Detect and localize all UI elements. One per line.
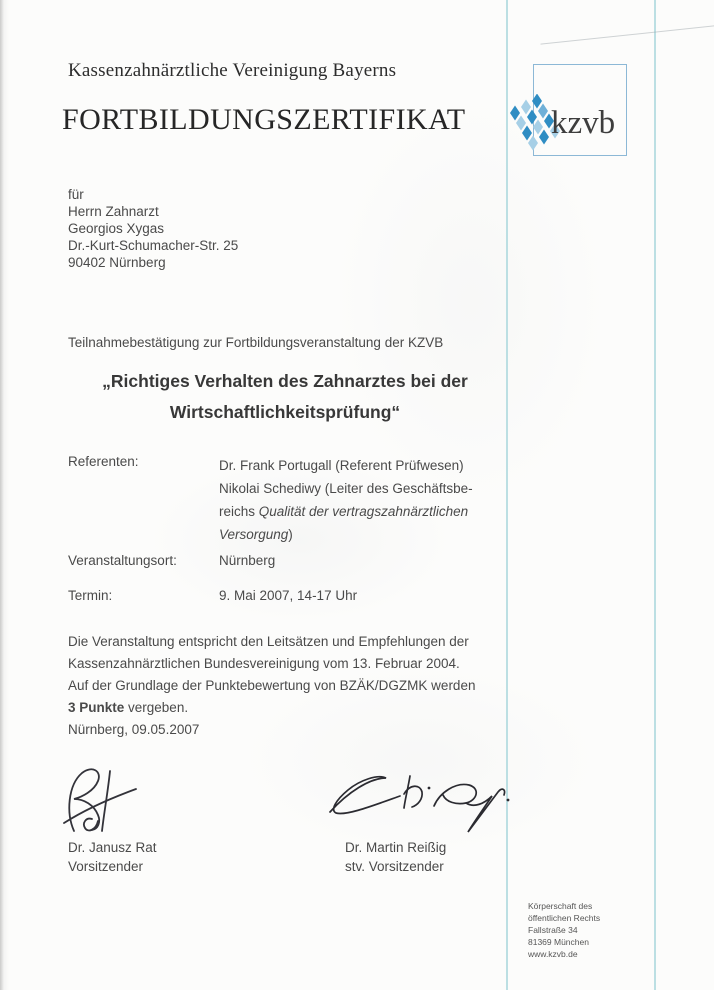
course-title [65,371,505,423]
place-date-line: Nürnberg, 09.05.2007 [68,722,200,737]
footer-line: Fallstraße 34 [528,925,578,935]
termin-value: 9. Mai 2007, 14-17 Uhr [219,588,358,603]
points-value: 3 Punkte [68,700,125,715]
referenten-value [219,454,473,546]
statement-line: Auf der Grundlage der Punktebewertung von BZÄK/DGZMK werden [68,678,476,693]
recipient-line: für [68,187,84,202]
kzvb-logo-text: kzvb [551,105,616,141]
course-title-line1: „Richtiges Verhalten des Zahnarztes bei der [102,371,468,391]
referent-line [219,500,473,523]
signer-left-title: Vorsitzender [68,859,144,874]
referent-line: Dr. Frank Portugall (Referent Prüfwesen) [219,458,464,473]
footer-line: Körperschaft des [528,901,593,911]
vertical-accent-line-right [654,0,656,990]
referenten-label: Referenten: [68,454,139,469]
recipient-line: Herrn Zahnarzt [68,204,159,219]
statement-line-text: vergeben. [124,700,189,715]
footer-line: www.kzvb.de [528,949,578,959]
rat-signature [58,757,143,837]
veranstaltungsort-label: Veranstaltungsort: [68,553,177,568]
page-title: FORTBILDUNGSZERTIFIKAT [62,103,466,136]
statement-line: Die Veranstaltung entspricht den Leitsätzen und Empfehlungen der [68,634,469,649]
footer-line: öffentlichen Rechts [528,913,601,923]
footer-address [528,900,600,960]
termin-label: Termin: [68,588,113,603]
signer-left-name: Dr. Janusz Rat [68,840,157,855]
recipient-address [68,186,238,271]
course-title-line2: Wirtschaftlichkeitsprüfung“ [169,402,401,422]
intro-line: Teilnahmebestätigung zur Fortbildungsveranstaltung der KZVB [68,335,444,350]
veranstaltungsort-value: Nürnberg [219,553,276,568]
reissig-signature [322,750,514,838]
referent-line [219,523,473,546]
footer-line: 81369 München [528,937,589,947]
referent-line-text: ) [288,527,293,542]
signer-right-title: stv. Vorsitzender [345,859,444,874]
referent-line-text: reichs [219,504,259,519]
paper-crease [540,24,714,44]
organization-name: Kassenzahnärztliche Vereinigung Bayerns [68,60,397,81]
referent-line-italic: Qualität der vertragszahnärztlichen [258,504,469,519]
statement-line: Kassenzahnärztlichen Bundesvereinigung vom 13. Februar 2004. [68,656,460,671]
referent-line: Nikolai Schediwy (Leiter des Geschäftsbe- [219,481,473,496]
recipient-line: Dr.-Kurt-Schumacher-Str. 25 [68,238,239,253]
recipient-line: 90402 Nürnberg [68,255,166,270]
statement-line [68,697,498,719]
referent-line-italic: Versorgung [219,527,289,542]
signer-right-name: Dr. Martin Reißig [345,840,447,855]
recipient-line: Georgios Xygas [68,221,165,236]
statement-paragraph [68,631,498,719]
